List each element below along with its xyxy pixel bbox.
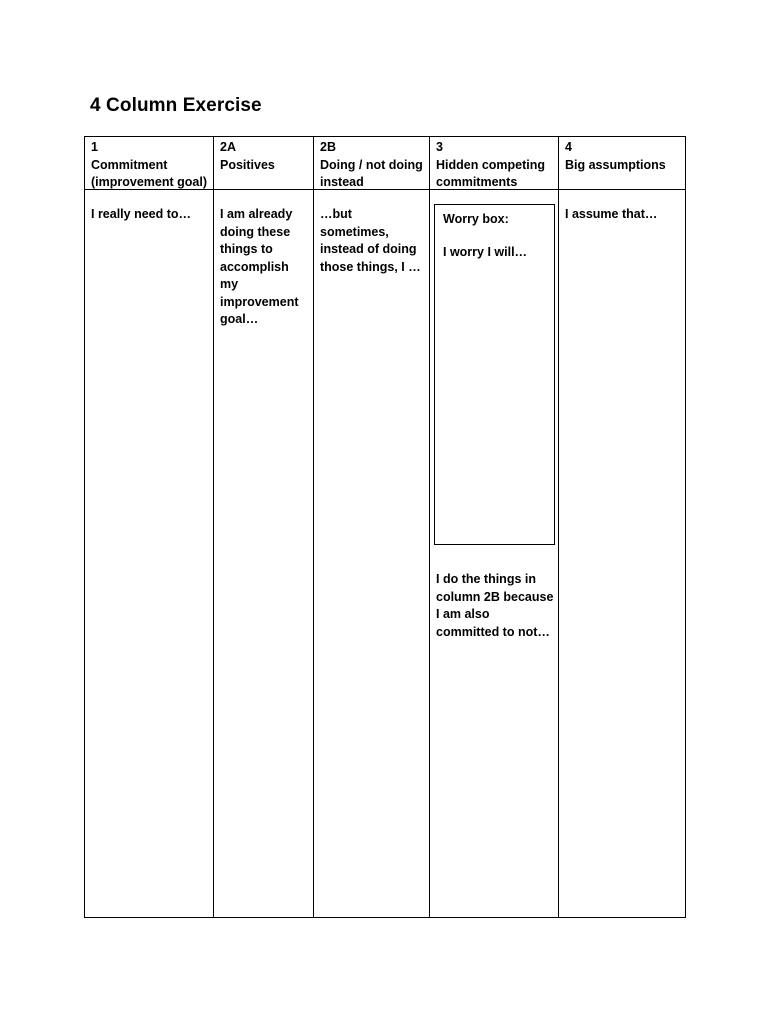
column-2b-prompt: …but sometimes, instead of doing those things, I …	[320, 207, 421, 274]
column-4-number: 4	[565, 140, 572, 154]
column-3-header	[430, 137, 559, 190]
column-2a-number: 2A	[220, 140, 236, 154]
column-2b-body[interactable]	[314, 190, 430, 917]
column-2a-prompt: I am already doing these things to accomplish my improvement goal…	[220, 207, 299, 326]
column-4-prompt: I assume that…	[565, 207, 658, 221]
column-2b-number: 2B	[320, 140, 336, 154]
column-2b-heading-line-1: Doing / not doing	[320, 157, 423, 172]
worry-box-label: Worry box:	[443, 212, 509, 226]
column-3-prompt: I do the things in column 2B because I am also committed to not…	[436, 572, 554, 639]
column-2a-header	[214, 137, 314, 190]
page-title: 4 Column Exercise	[90, 95, 262, 116]
column-1-header	[85, 137, 214, 190]
column-4-body[interactable]	[559, 190, 685, 917]
column-3-number: 3	[436, 140, 443, 154]
column-2b-heading-line-2: instead	[320, 175, 364, 189]
column-4-heading-line-1: Big assumptions	[565, 157, 666, 172]
column-2a-body[interactable]	[214, 190, 314, 917]
column-1-prompt: I really need to…	[91, 207, 192, 221]
worry-box[interactable]	[434, 204, 555, 545]
worry-box-prompt: I worry I will…	[443, 244, 528, 259]
column-4-header	[559, 137, 685, 190]
column-2a-heading-line-1: Positives	[220, 157, 275, 172]
column-3-heading-line-2: commitments	[436, 175, 518, 189]
column-1-heading-line-2: (improvement goal)	[91, 175, 207, 189]
column-1-number: 1	[91, 140, 98, 154]
column-1-body[interactable]	[85, 190, 214, 917]
column-3-body[interactable]	[430, 190, 559, 917]
column-1-heading-line-1: Commitment	[91, 157, 168, 172]
four-column-table	[84, 136, 686, 918]
column-3-heading-line-1: Hidden competing	[436, 157, 546, 172]
column-2b-header	[314, 137, 430, 190]
